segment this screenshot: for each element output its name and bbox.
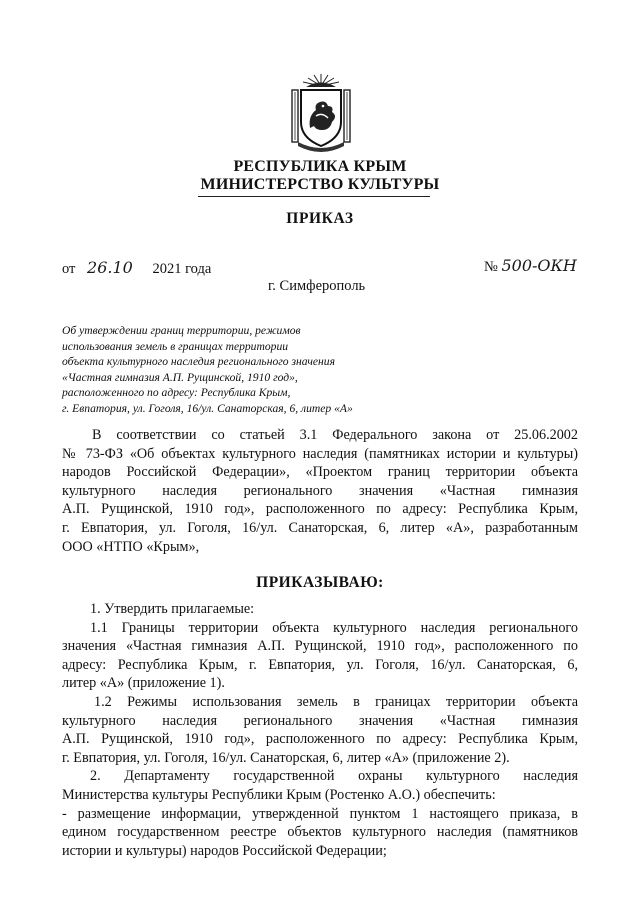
- text-line: Министерства культуры Республики Крым (Ростенко А.О.) обеспечить:: [62, 786, 496, 803]
- date-line: [62, 258, 211, 278]
- order-subject: [62, 323, 362, 416]
- text-line: г. Евпатория, ул. Гоголя, 16/ул. Санаторская, 6, литер «А», разработанным: [62, 519, 578, 536]
- text-line: 1. Утвердить прилагаемые:: [90, 601, 255, 617]
- header-underline: [198, 196, 430, 197]
- number-handwritten: 500-ОКН: [501, 256, 577, 275]
- text-line: № 73-ФЗ «Об объектах культурного наследия (памятниках истории и культуры): [62, 445, 578, 462]
- subject-line: г. Евпатория, ул. Гоголя, 16/ул. Санаторская, 6, литер «А»: [62, 401, 353, 415]
- subject-line: «Частная гимназия А.П. Рущинской, 1910 год»,: [62, 370, 298, 384]
- text-line: г. Евпатория, ул. Гоголя, 16/ул. Санаторская, 6, литер «А» (приложение 2).: [62, 749, 510, 766]
- text-line: значения «Частная гимназия А.П. Рущинской, 1910 год», расположенного по: [62, 638, 578, 655]
- subject-line: Об утверждении границ территории, режимов: [62, 324, 301, 337]
- text-line: 1.1 Границы территории объекта культурного наследия регионального: [90, 619, 578, 636]
- text-line: А.П. Рущинской, 1910 год», расположенного по адресу: Республика Крым,: [62, 501, 578, 518]
- text-line: - размещение информации, утвержденной пунктом 1 настоящего приказа, в: [62, 805, 578, 822]
- number-prefix: №: [484, 259, 498, 275]
- text-line: 2. Департаменту государственной охраны культурного наследия: [90, 768, 578, 785]
- org-name-line1: РЕСПУБЛИКА КРЫМ: [233, 158, 407, 175]
- document-type-title: ПРИКАЗ: [286, 210, 354, 227]
- text-line: 1.2 Режимы использования земель в границах территории объекта: [94, 693, 578, 710]
- city-line: г. Симферополь: [268, 278, 366, 294]
- date-year: 2021 года: [152, 261, 212, 277]
- subject-line: расположенного по адресу: Республика Крым,: [62, 386, 291, 399]
- order-body: [62, 600, 578, 860]
- subject-line: использования земель в границах территории: [62, 339, 289, 353]
- subject-line: объекта культурного наследия регионального значения: [62, 355, 335, 368]
- text-line: адресу: Республика Крым, г. Евпатория, ул. Гоголя, 16/ул. Санаторская, 6,: [62, 656, 578, 673]
- order-directive-heading: ПРИКАЗЫВАЮ:: [256, 574, 384, 591]
- org-name-line2: МИНИСТЕРСТВО КУЛЬТУРЫ: [200, 176, 440, 193]
- text-line: литер «А» (приложение 1).: [62, 675, 225, 692]
- text-line: В соответствии со статьей 3.1 Федерального закона от 25.06.2002: [92, 427, 578, 443]
- text-line: культурного наследия регионального значения «Частная гимназия: [62, 712, 578, 729]
- text-line: истории и культуры) народов Российской Федерации;: [62, 842, 387, 859]
- date-prefix: от: [62, 261, 76, 277]
- text-line: едином государственном реестре объектов культурного наследия (памятников: [62, 824, 578, 841]
- text-line: культурного наследия регионального значения «Частная гимназия: [62, 482, 578, 499]
- order-number: [484, 256, 577, 276]
- text-line: народов Российской Федерации», «Проектом границ территории объекта: [62, 464, 578, 481]
- date-handwritten: 26.10: [87, 258, 133, 277]
- preamble-paragraph: [62, 426, 578, 556]
- text-line: ООО «НТПО «Крым»,: [62, 538, 200, 555]
- text-line: А.П. Рущинской, 1910 год», расположенного по адресу: Республика Крым,: [62, 731, 578, 748]
- crimea-coat-of-arms-icon: [286, 72, 356, 154]
